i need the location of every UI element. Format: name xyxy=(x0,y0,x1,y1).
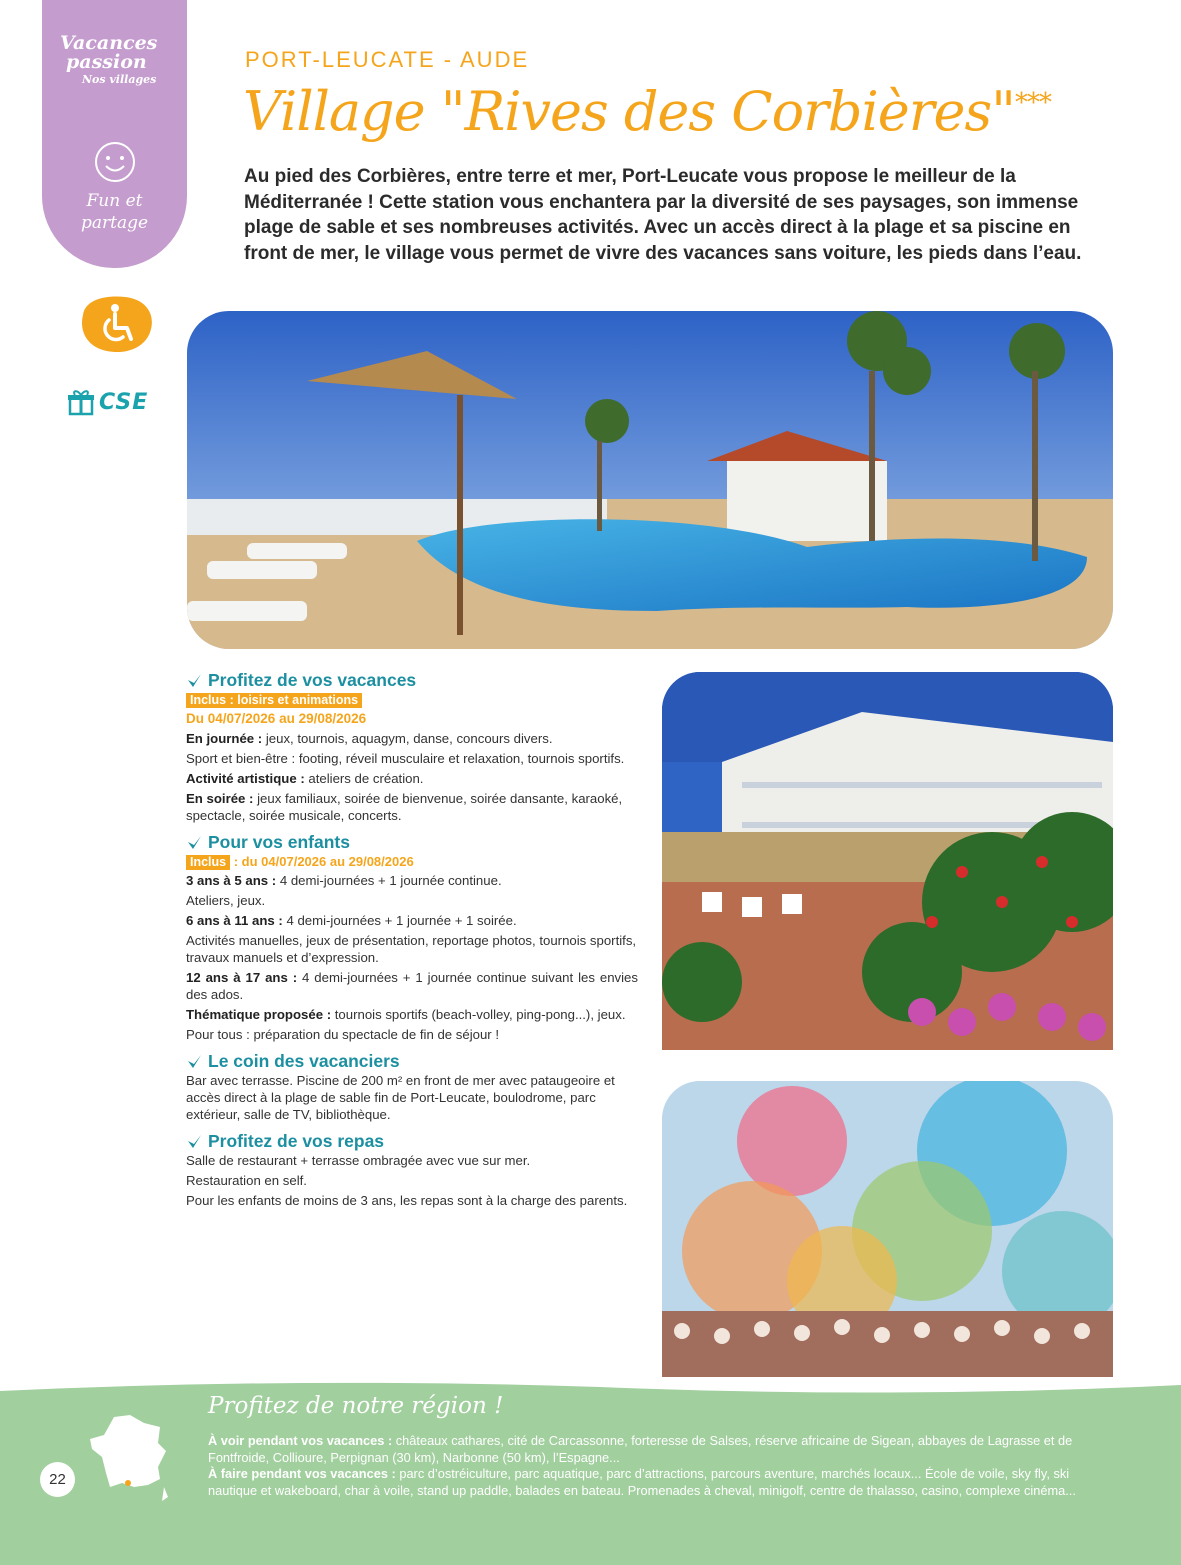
included-tag: Inclus xyxy=(186,855,230,870)
facility-text: Bar avec terrasse. Piscine de 200 m² en front de mer avec pataugeoire et accès direct à la plage de sable fin de Port-Leucate, boulodrome, parc extérieur, salle de TV, bibliothèque. xyxy=(186,1073,615,1122)
activity-line: 12 ans à 17 ans : 4 demi-journées + 1 journée continue suivant les envies des ados. xyxy=(186,970,638,1002)
village-title: Village "Rives des Corbières"*** xyxy=(243,80,1052,143)
section-heading: Profitez de vos repas xyxy=(186,1133,638,1150)
activities-column xyxy=(186,668,638,1219)
intro-paragraph: Au pied des Corbières, entre terre et mer, Port-Leucate vous propose le meilleur de la Méditerranée ! Cette station vous enchantera par la diversité de ses paysages, son immense plage de sable et ses nombreuses activités. Avec un accès direct à la plage et sa piscine en front de mer, le village vous permet de vivre des vacances sans voiture, les pieds dans l’eau. xyxy=(244,166,1082,264)
region-text: À voir pendant vos vacances : châteaux cathares, cité de Carcassonne, forteresse de Salses, réserve africaine de Sigean, abbayes de Lagrasse et de Fontfroide, Collioure, Perpignan (30 km), Narbonne (50 km), l’Espagne... À faire pendant vos vacances : parc d’ostréiculture, parc aquatique, parc d’attractions, parcours aventure, marchés locaux... École de voile, sky fly, ski nautique et wakeboard, char à voile, stand up paddle, balades en bateau. Promenades à cheval, minigolf, centre de thalasso, casino, complexe cinéma... xyxy=(208,1433,1076,1498)
cse-badge: CSE xyxy=(67,387,148,417)
section-vacances xyxy=(186,672,638,824)
check-icon xyxy=(186,1134,202,1150)
wheelchair-icon xyxy=(75,293,155,355)
activity-line: 6 ans à 11 ans : 4 demi-journées + 1 journée + 1 soirée. xyxy=(186,913,517,928)
activity-line: Activité artistique : ateliers de création. xyxy=(186,771,424,786)
date-range: Du 04/07/2026 au 29/08/2026 xyxy=(186,711,367,726)
activity-line: Pour tous : préparation du spectacle de fin de séjour ! xyxy=(186,1027,500,1042)
pool-photo xyxy=(187,311,1113,649)
activity-line: Thématique proposée : tournois sportifs (beach-volley, ping-pong...), jeux. xyxy=(186,1007,626,1022)
france-map-icon xyxy=(86,1413,172,1503)
activity-line: Sport et bien-être : footing, réveil musculaire et relaxation, tournois sportifs. xyxy=(186,751,625,766)
category-label: Fun et partage xyxy=(80,191,149,233)
section-coin xyxy=(186,1053,638,1123)
meal-line: Salle de restaurant + terrasse ombragée avec vue sur mer. xyxy=(186,1153,531,1168)
section-repas xyxy=(186,1133,638,1209)
section-enfants xyxy=(186,834,638,1043)
color-party-photo xyxy=(662,1081,1113,1391)
activity-line: Activités manuelles, jeux de présentation, reportage photos, tournois sportifs, travaux manuels et d’expression. xyxy=(186,933,637,965)
included-tag: Inclus : loisirs et animations xyxy=(186,693,362,708)
band-top-edge xyxy=(0,1377,1181,1397)
section-heading: Le coin des vacanciers xyxy=(186,1053,638,1070)
activity-line: En journée : jeux, tournois, aquagym, danse, concours divers. xyxy=(186,731,553,746)
check-icon xyxy=(186,673,202,689)
location-label: PORT-LEUCATE - AUDE xyxy=(245,47,530,72)
section-heading: Profitez de vos vacances xyxy=(186,672,638,689)
activity-line: 3 ans à 5 ans : 4 demi-journées + 1 journée continue. xyxy=(186,873,502,888)
section-heading: Pour vos enfants xyxy=(186,834,638,851)
brand-logo: Vacances passion Nos villages xyxy=(60,32,158,86)
hotel-photo xyxy=(662,672,1113,1050)
activity-line: En soirée : jeux familiaux, soirée de bienvenue, soirée dansante, karaoké, spectacle, soirée musicale, concerts. xyxy=(186,791,623,823)
meal-line: Restauration en self. xyxy=(186,1173,307,1188)
region-title: Profitez de notre région ! xyxy=(208,1393,504,1419)
activity-line: Ateliers, jeux. xyxy=(186,893,266,908)
smile-icon xyxy=(93,140,137,184)
meal-line: Pour les enfants de moins de 3 ans, les repas sont à la charge des parents. xyxy=(186,1193,628,1208)
check-icon xyxy=(186,1054,202,1070)
check-icon xyxy=(186,835,202,851)
category-tab xyxy=(42,0,187,268)
page-number: 22 xyxy=(40,1462,75,1497)
gift-icon xyxy=(67,388,95,416)
included-dates: Inclus : du 04/07/2026 au 29/08/2026 xyxy=(186,853,638,870)
